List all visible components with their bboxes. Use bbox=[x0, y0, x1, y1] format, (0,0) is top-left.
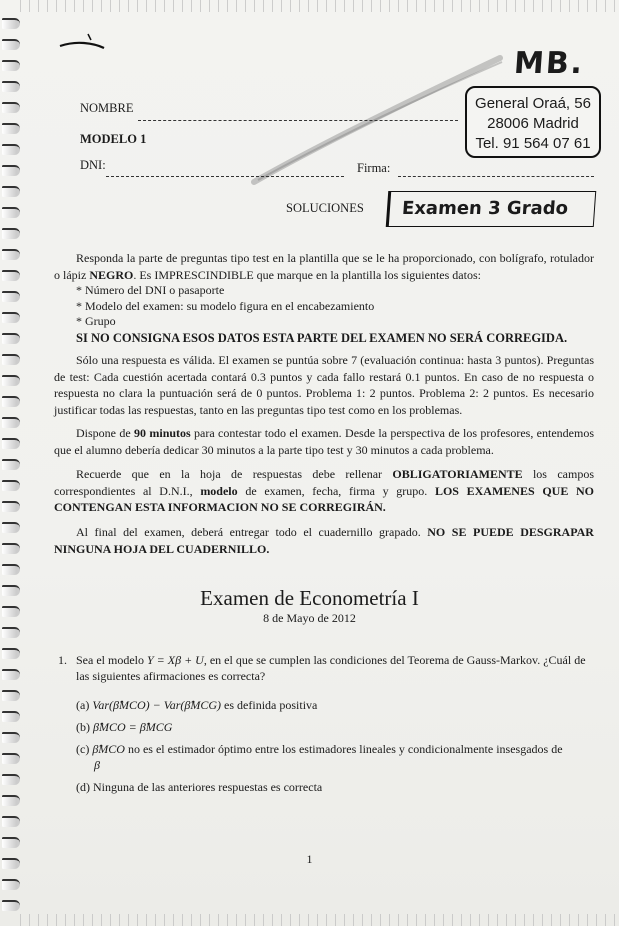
exam-title: Examen de Econometría I bbox=[200, 586, 419, 610]
sheet-bold-1: OBLIGATORIAMENTE bbox=[392, 467, 523, 481]
spiral-ring bbox=[2, 186, 20, 197]
pen-scribble bbox=[58, 30, 106, 52]
stamp-city: 28006 Madrid bbox=[487, 115, 579, 132]
option-a[interactable] bbox=[76, 697, 317, 713]
final-text: Al final del examen, deberá entregar todo el cuadernillo grapado. bbox=[76, 525, 428, 539]
duration-paragraph bbox=[54, 425, 594, 458]
spiral-ring bbox=[2, 522, 20, 533]
spiral-ring bbox=[2, 648, 20, 659]
grid-strip-top bbox=[20, 0, 619, 12]
duration-text-a: Dispone de bbox=[76, 426, 135, 440]
exam-date: 8 de Mayo de 2012 bbox=[263, 611, 356, 625]
list-item: * Número del DNI o pasaporte bbox=[76, 283, 225, 297]
option-c[interactable] bbox=[76, 741, 596, 773]
spiral-ring bbox=[2, 732, 20, 743]
dni-line[interactable] bbox=[106, 176, 344, 177]
spiral-ring bbox=[2, 354, 20, 365]
spiral-ring bbox=[2, 543, 20, 554]
handwritten-initials: MB. bbox=[512, 46, 586, 81]
intro-text: Responda la parte de preguntas tipo test en la plantilla que se le ha proporcionado, con bolígrafo, rotulador o lápiz bbox=[54, 251, 594, 282]
soluciones-label: SOLUCIONES bbox=[286, 201, 364, 215]
spiral-ring bbox=[2, 102, 20, 113]
spiral-ring bbox=[2, 144, 20, 155]
question-number: 1. bbox=[58, 653, 67, 667]
intro-tail: . Es IMPRESCINDIBLE que marque en la plantilla los siguientes datos: bbox=[133, 267, 481, 282]
firma-label: Firma: bbox=[357, 161, 391, 175]
spiral-ring bbox=[2, 564, 20, 575]
sheet-text-c: de examen, fecha, firma y grupo. bbox=[237, 483, 435, 498]
question-stem-b: , en el que se cumplen las condiciones del Teorema de Gauss-Markov. ¿Cuál de las siguientes afirmaciones es correcta? bbox=[76, 653, 586, 683]
list-item: * Grupo bbox=[76, 314, 116, 328]
option-formula: β̂MCO bbox=[92, 742, 125, 756]
spiral-ring bbox=[2, 291, 20, 302]
spiral-ring bbox=[2, 39, 20, 50]
spiral-ring bbox=[2, 753, 20, 764]
stamp-street: General Oraá, 56 bbox=[475, 95, 591, 112]
duration-bold: 90 minutos bbox=[134, 426, 191, 440]
spiral-ring bbox=[2, 690, 20, 701]
spiral-ring bbox=[2, 417, 20, 428]
spiral-ring bbox=[2, 60, 20, 71]
sheet-text-b: los campos correspondientes al D.N.I., bbox=[54, 467, 594, 498]
spiral-ring bbox=[2, 81, 20, 92]
spiral-ring bbox=[2, 438, 20, 449]
spiral-ring bbox=[2, 837, 20, 848]
spiral-binding bbox=[0, 0, 22, 926]
page-number: 1 bbox=[306, 852, 313, 866]
final-bold: NO SE PUEDE DESGRAPAR NINGUNA HOJA DEL CUADERNILLO. bbox=[54, 525, 594, 556]
handwritten-exam-box: Examen 3 Grado bbox=[386, 191, 597, 227]
option-letter: (c) bbox=[76, 742, 90, 756]
spiral-ring bbox=[2, 375, 20, 386]
instructions-intro bbox=[54, 250, 594, 283]
spiral-ring bbox=[2, 333, 20, 344]
duration-text-b: para contestar todo el examen. Desde la perspectiva de los profesores, entendemos que el alumno debería dedicar 30 minutos a la parte tipo test y 30 minutos a cada problema. bbox=[54, 426, 594, 457]
firma-line[interactable] bbox=[398, 176, 594, 177]
required-fields-list bbox=[76, 283, 374, 330]
address-stamp bbox=[465, 86, 601, 158]
spiral-ring bbox=[2, 669, 20, 680]
spiral-ring bbox=[2, 165, 20, 176]
spiral-ring bbox=[2, 900, 20, 911]
question-stem-a: Sea el modelo bbox=[76, 653, 147, 667]
spiral-ring bbox=[2, 711, 20, 722]
option-formula: β̂MCO = β̂MCG bbox=[93, 720, 173, 734]
spiral-ring bbox=[2, 879, 20, 890]
nombre-label: NOMBRE bbox=[80, 101, 134, 115]
option-text: es definida positiva bbox=[224, 698, 318, 712]
spiral-ring bbox=[2, 249, 20, 260]
sheet-text-a: Recuerde que en la hoja de respuestas debe rellenar bbox=[76, 467, 393, 481]
option-d[interactable] bbox=[76, 779, 322, 795]
spiral-ring bbox=[2, 270, 20, 281]
model-formula: Y = Xβ + U bbox=[146, 653, 204, 667]
spiral-ring bbox=[2, 123, 20, 134]
answer-sheet-paragraph bbox=[54, 466, 594, 516]
spiral-ring bbox=[2, 501, 20, 512]
spiral-ring bbox=[2, 816, 20, 827]
option-letter: (a) bbox=[76, 698, 90, 712]
spiral-ring bbox=[2, 207, 20, 218]
stamp-phone: Tel. 91 564 07 61 bbox=[475, 135, 591, 152]
spiral-ring bbox=[2, 312, 20, 323]
spiral-ring bbox=[2, 18, 20, 29]
nombre-line[interactable] bbox=[138, 120, 458, 121]
option-tail: β bbox=[94, 758, 100, 772]
spiral-ring bbox=[2, 459, 20, 470]
intro-bold: NEGRO bbox=[89, 267, 134, 282]
sheet-bold-3: LOS EXAMENES QUE NO CONTENGAN ESTA INFORMACION NO SE CORREGIRÁN. bbox=[54, 483, 594, 514]
option-b[interactable] bbox=[76, 719, 172, 735]
dni-label: DNI: bbox=[80, 158, 106, 172]
modelo-label: MODELO 1 bbox=[80, 132, 147, 146]
scoring-paragraph: Sólo una respuesta es válida. El examen se puntúa sobre 7 (evaluación continua: hasta 3 puntos). Preguntas de test: Cada cuestión acertada contará 0.3 puntos y cada fallo restará 0.1 puntos. En caso de no respuesta o respuesta no clara la puntuación será de 0 puntos. Problema 1: 2 puntos. Problema 2: 2 puntos. Es necesario justificar todas las respuestas, tanto en las preguntas tipo test como en los problemas. bbox=[54, 353, 594, 417]
question-text bbox=[76, 652, 596, 684]
spiral-ring bbox=[2, 228, 20, 239]
option-letter: (d) bbox=[76, 780, 90, 794]
spiral-ring bbox=[2, 795, 20, 806]
option-text: Ninguna de las anteriores respuestas es correcta bbox=[93, 780, 323, 794]
spiral-ring bbox=[2, 396, 20, 407]
list-item: * Modelo del examen: su modelo figura en el encabezamiento bbox=[76, 298, 375, 313]
sheet-bold-2: modelo bbox=[200, 483, 238, 498]
spiral-ring bbox=[2, 480, 20, 491]
spiral-ring bbox=[2, 774, 20, 785]
option-text: no es el estimador óptimo entre los estimadores lineales y condicionalmente insesgados de bbox=[127, 742, 563, 756]
warning-not-graded: SI NO CONSIGNA ESOS DATOS ESTA PARTE DEL EXAMEN NO SERÁ CORREGIDA. bbox=[76, 331, 568, 345]
spiral-ring bbox=[2, 627, 20, 638]
option-letter: (b) bbox=[76, 720, 90, 734]
option-formula: Var(β̂MCO) − Var(β̂MCG) bbox=[92, 698, 222, 712]
grid-strip-bottom bbox=[20, 914, 619, 926]
final-paragraph bbox=[54, 524, 594, 557]
